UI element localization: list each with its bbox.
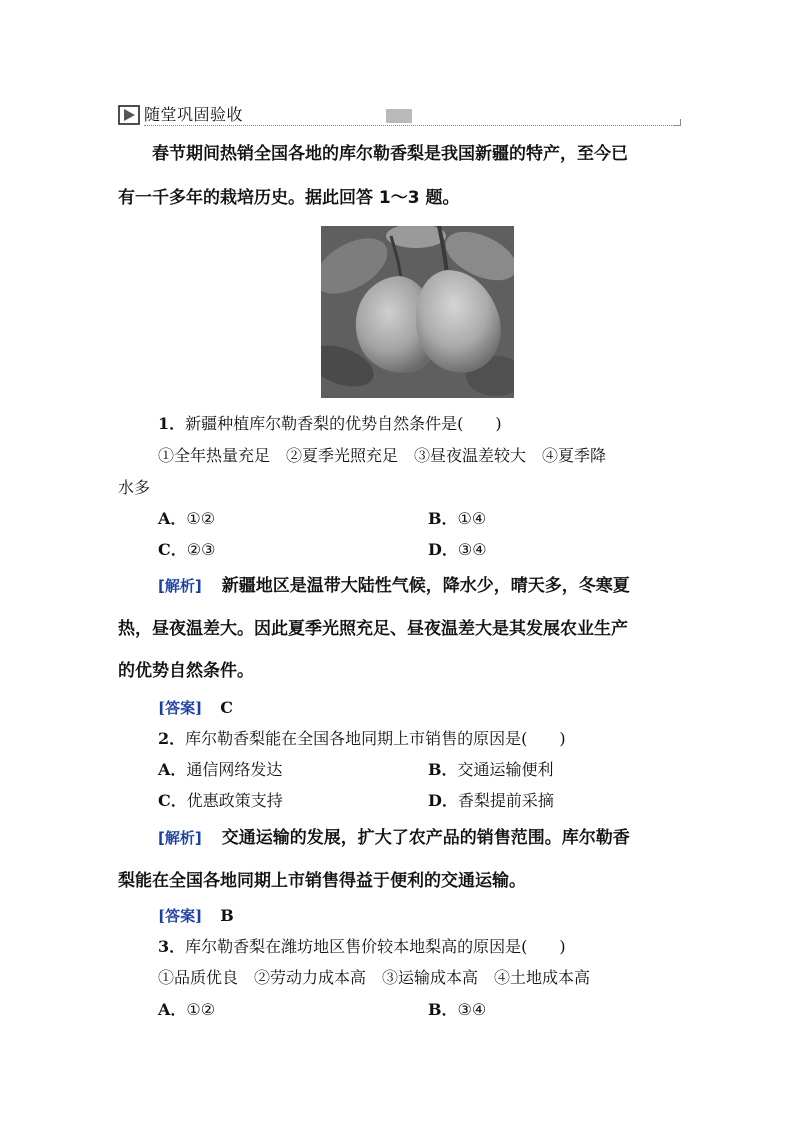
question-2-option-d: D．香梨提前采摘 (428, 791, 554, 810)
analysis-tag: [解析] (158, 829, 202, 847)
question-1-analysis-line-2: 热，昼夜温差大。因此夏季光照充足、昼夜温差大是其发展农业生产 (118, 619, 628, 639)
question-1-analysis-line-1: [解析] 新疆地区是温带大陆性气候，降水少，晴天多，冬寒夏 (158, 576, 630, 596)
question-number: 1． (158, 414, 186, 433)
question-2-stem (158, 728, 566, 750)
question-1-option-a: A．①② (158, 509, 216, 528)
question-3-statements-line-1: ①品质优良 ②劳动力成本高 ③运输成本高 ④土地成本高 (158, 968, 591, 987)
question-1-stem (158, 413, 502, 435)
question-1-analysis-line-3: 的优势自然条件。 (118, 661, 254, 681)
question-stem-text: 新疆种植库尔勒香梨的优势自然条件是( ) (185, 414, 502, 433)
question-2-option-c: C．优惠政策支持 (158, 791, 283, 810)
question-1-statements-line-2: 水多 (118, 478, 151, 497)
question-3-option-b: B．③④ (428, 1000, 487, 1019)
answer-tag: [答案] (158, 699, 203, 717)
question-1-option-d: D．③④ (428, 540, 487, 559)
question-2-analysis-line-2: 梨能在全国各地同期上市销售得益于便利的交通运输。 (118, 871, 526, 891)
answer-tag: [答案] (158, 907, 203, 925)
section-header (118, 103, 680, 127)
question-3-stem (158, 936, 566, 958)
intro-line-1: 春节期间热销全国各地的库尔勒香梨是我国新疆的特产，至今已 (152, 144, 628, 164)
header-rule-end (674, 119, 681, 126)
analysis-tag: [解析] (158, 577, 202, 595)
header-rule (144, 125, 680, 126)
question-3-option-a: A．①② (158, 1000, 216, 1019)
question-number: 3． (158, 937, 186, 956)
intro-line-2: 有一千多年的栽培历史。据此回答 1～3 题。 (118, 188, 460, 208)
question-stem-text: 库尔勒香梨在潍坊地区售价较本地梨高的原因是( ) (185, 937, 566, 956)
question-2-answer (158, 905, 234, 927)
question-number: 2． (158, 729, 186, 748)
question-stem-text: 库尔勒香梨能在全国各地同期上市销售的原因是( ) (185, 729, 566, 748)
answer-value: B (220, 906, 234, 925)
question-1-statements-line-1: ①全年热量充足 ②夏季光照充足 ③昼夜温差较大 ④夏季降 (158, 446, 607, 465)
question-1-option-c: C．②③ (158, 540, 216, 559)
question-1-answer (158, 697, 233, 719)
pear-photo (321, 226, 514, 398)
play-arrow-icon (118, 105, 140, 125)
header-decoration-bar (386, 109, 412, 123)
question-2-analysis-line-1: [解析] 交通运输的发展，扩大了农产品的销售范围。库尔勒香 (158, 828, 630, 848)
question-1-option-b: B．①④ (428, 509, 487, 528)
question-2-option-b: B．交通运输便利 (428, 760, 554, 779)
answer-value: C (220, 698, 233, 717)
question-2-option-a: A．通信网络发达 (158, 760, 283, 779)
section-title: 随堂巩固验收 (144, 105, 244, 124)
